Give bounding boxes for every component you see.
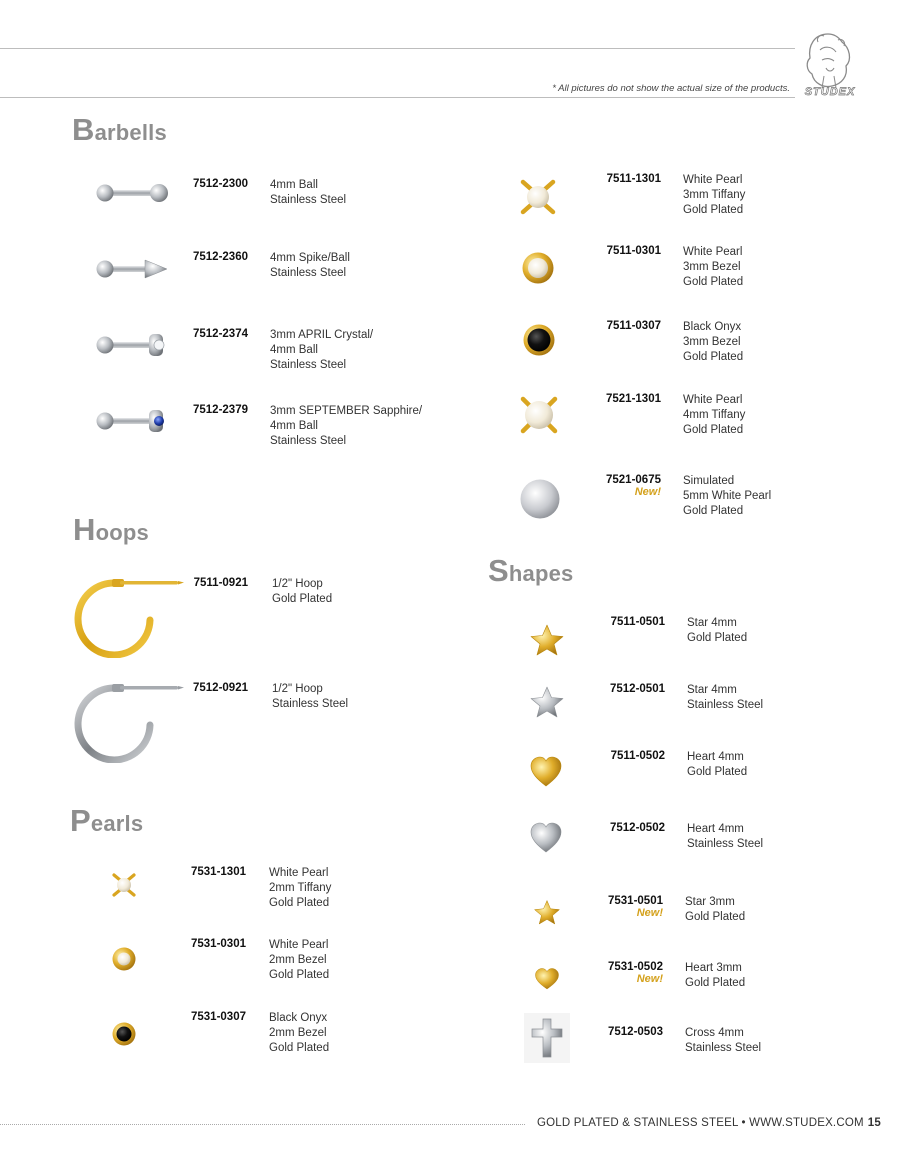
pearl-tiffany-3mm-image — [518, 177, 558, 217]
product-description: 1/2" Hoop Gold Plated — [272, 578, 333, 605]
product-description: White Pearl 2mm Bezel Gold Plated — [269, 939, 330, 981]
product-sku: 7511-0301 — [606, 245, 661, 257]
pearl-bezel-3mm-image — [521, 251, 555, 285]
product-description: White Pearl 2mm Tiffany Gold Plated — [269, 867, 332, 909]
product-description: Heart 4mm Stainless Steel — [687, 823, 764, 850]
product-description: 1/2" Hoop Stainless Steel — [272, 683, 349, 710]
product-sku: 7512-2300 — [193, 178, 248, 190]
product-sku: 7511-1301 — [606, 173, 661, 185]
product-sku: 7512-0921 — [193, 682, 248, 694]
new-badge: New! — [636, 907, 663, 919]
product-description: 4mm Ball Stainless Steel — [270, 179, 347, 206]
barbell-sapphire-image — [93, 407, 177, 435]
product-sku: 7511-0921 — [193, 577, 248, 589]
product-sku: 7531-0301 — [191, 938, 246, 950]
new-badge: New! — [634, 486, 661, 498]
product-description: White Pearl 3mm Tiffany Gold Plated — [683, 174, 746, 216]
product-sku: 7512-0501 — [610, 683, 665, 695]
product-description: Black Onyx 3mm Bezel Gold Plated — [683, 321, 744, 363]
product-sku: 7512-0503 — [608, 1026, 663, 1038]
new-badge: New! — [636, 973, 663, 985]
product-sku: 7521-1301 — [606, 393, 661, 405]
cross-steel-4mm-image — [524, 1013, 570, 1063]
product-description: Heart 3mm Gold Plated — [685, 962, 746, 989]
product-sku: 7512-2379 — [193, 404, 248, 416]
star-gold-4mm-image — [529, 623, 565, 657]
star-gold-3mm-image — [533, 899, 561, 926]
pearl-tiffany-2mm-image — [110, 871, 138, 899]
pearl-tiffany-4mm-image — [518, 394, 560, 436]
product-sku: 7512-0502 — [610, 822, 665, 834]
product-sku: 7531-0502 New! — [583, 961, 663, 985]
heart-steel-4mm-image — [529, 821, 563, 855]
product-description: Black Onyx 2mm Bezel Gold Plated — [269, 1012, 330, 1054]
section-title-barbells: Barbells — [72, 112, 167, 147]
footer-text: GOLD PLATED & STAINLESS STEEL • WWW.STUDEX.COM — [537, 1117, 864, 1129]
product-sku: 7512-2360 — [193, 251, 248, 263]
product-description: 4mm Spike/Ball Stainless Steel — [270, 252, 350, 279]
section-title-pearls: Pearls — [70, 803, 144, 838]
page-number: 15 — [867, 1117, 881, 1129]
onyx-bezel-2mm-image — [111, 1021, 137, 1047]
simulated-pearl-5mm-image — [519, 478, 561, 520]
product-sku: 7511-0501 — [610, 616, 665, 628]
disclaimer-note: * All pictures do not show the actual size of the products. — [552, 83, 790, 94]
header-rule-lower — [0, 97, 795, 98]
product-description: Star 4mm Gold Plated — [687, 617, 748, 644]
section-title-shapes: Shapes — [488, 553, 574, 588]
product-description: Star 4mm Stainless Steel — [687, 684, 764, 711]
product-description: Star 3mm Gold Plated — [685, 896, 746, 923]
heart-gold-4mm-image — [529, 755, 563, 789]
section-title-hoops: Hoops — [73, 512, 149, 547]
product-description: 3mm APRIL Crystal/ 4mm Ball Stainless Steel — [270, 329, 374, 371]
product-description: Cross 4mm Stainless Steel — [685, 1027, 762, 1054]
product-description: White Pearl 3mm Bezel Gold Plated — [683, 246, 744, 288]
product-description: 3mm SEPTEMBER Sapphire/ 4mm Ball Stainless Steel — [270, 405, 423, 447]
barbell-ball-image — [93, 180, 177, 206]
barbell-crystal-image — [93, 331, 177, 359]
product-sku: 7511-0307 — [606, 320, 661, 332]
header-rule — [0, 48, 795, 49]
product-sku: 7511-0502 — [610, 750, 665, 762]
product-sku: 7521-0675 New! — [581, 474, 661, 498]
product-description: Heart 4mm Gold Plated — [687, 751, 748, 778]
product-sku: 7531-0501 New! — [583, 895, 663, 919]
pearl-bezel-2mm-image — [111, 946, 137, 972]
product-sku: 7531-1301 — [191, 866, 246, 878]
product-sku: 7512-2374 — [193, 328, 248, 340]
page-footer — [537, 1117, 881, 1129]
product-description: Simulated 5mm White Pearl Gold Plated — [683, 475, 772, 517]
studex-logo-text: STUDEX — [804, 86, 856, 98]
product-sku: 7531-0307 — [191, 1011, 246, 1023]
product-description: White Pearl 4mm Tiffany Gold Plated — [683, 394, 746, 436]
heart-gold-3mm-image — [534, 967, 560, 991]
footer-dotted-rule — [0, 1124, 525, 1125]
onyx-bezel-3mm-image — [522, 323, 556, 357]
star-steel-4mm-image — [529, 685, 565, 719]
